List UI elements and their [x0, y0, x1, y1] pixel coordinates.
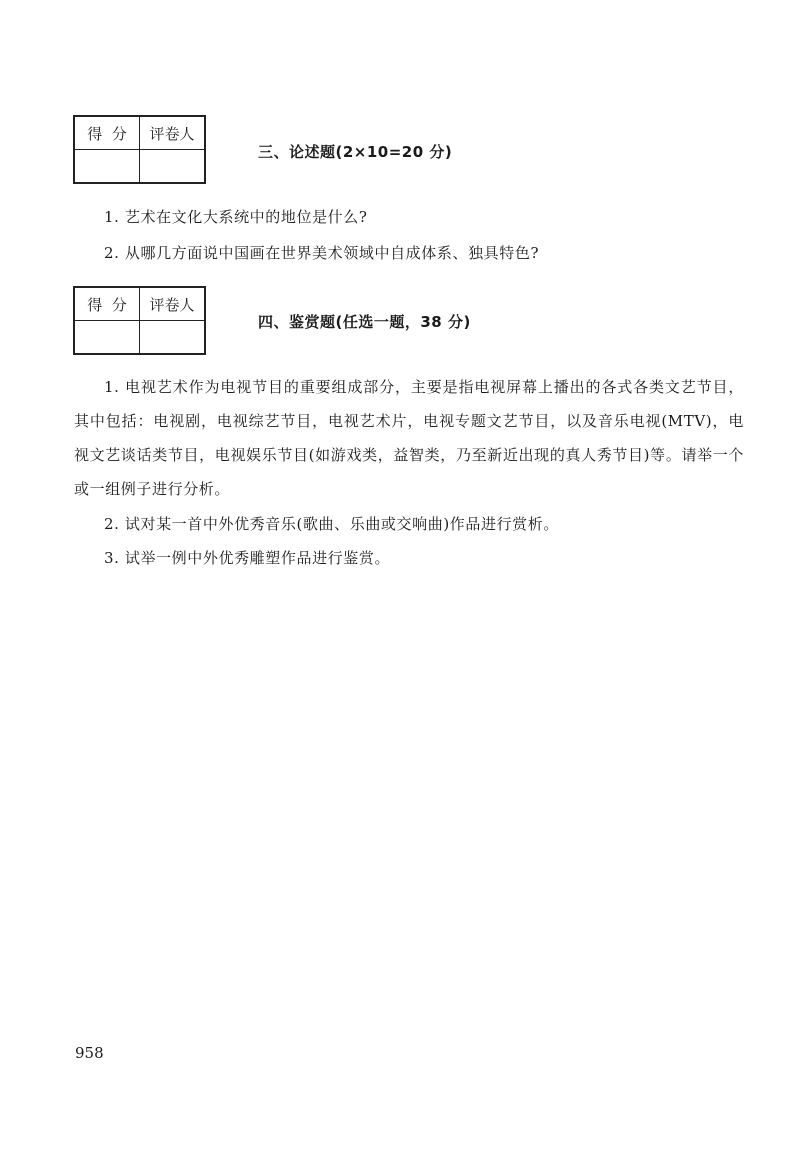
- grader-label: 评卷人: [140, 287, 206, 321]
- score-table-section3: [73, 115, 206, 184]
- score-label: 得 分: [74, 287, 140, 321]
- section3-title: 三、论述题(2×10=20 分): [258, 143, 453, 161]
- grader-cell: [140, 321, 206, 355]
- score-label: 得 分: [74, 116, 140, 150]
- score-cell: [74, 321, 140, 355]
- score-cell: [74, 150, 140, 184]
- section3-question-2: 2. 从哪几方面说中国画在世界美术领域中自成体系、独具特色?: [104, 244, 540, 262]
- section4-question-2: 2. 试对某一首中外优秀音乐(歌曲、乐曲或交响曲)作品进行赏析。: [104, 515, 559, 533]
- grader-cell: [140, 150, 206, 184]
- section4-question-1: 1. 电视艺术作为电视节目的重要组成部分，主要是指电视屏幕上播出的各式各类文艺节目，其中包括：电视剧，电视综艺节目，电视艺术片，电视专题文艺节目，以及音乐电视(MTV)，电视文艺谈话类节目，电视娱乐节目(如游戏类，益智类，乃至新近出现的真人秀节目)等。请举一个或一组例子进行分析。: [74, 378, 744, 498]
- page-number: 958: [75, 1044, 104, 1062]
- score-table-section4: [73, 286, 206, 355]
- section4-title: 四、鉴赏题(任选一题，38 分): [258, 313, 471, 331]
- grader-label: 评卷人: [140, 116, 206, 150]
- section3-question-1: 1. 艺术在文化大系统中的地位是什么?: [104, 208, 368, 226]
- section4-question-3: 3. 试举一例中外优秀雕塑作品进行鉴赏。: [104, 549, 391, 567]
